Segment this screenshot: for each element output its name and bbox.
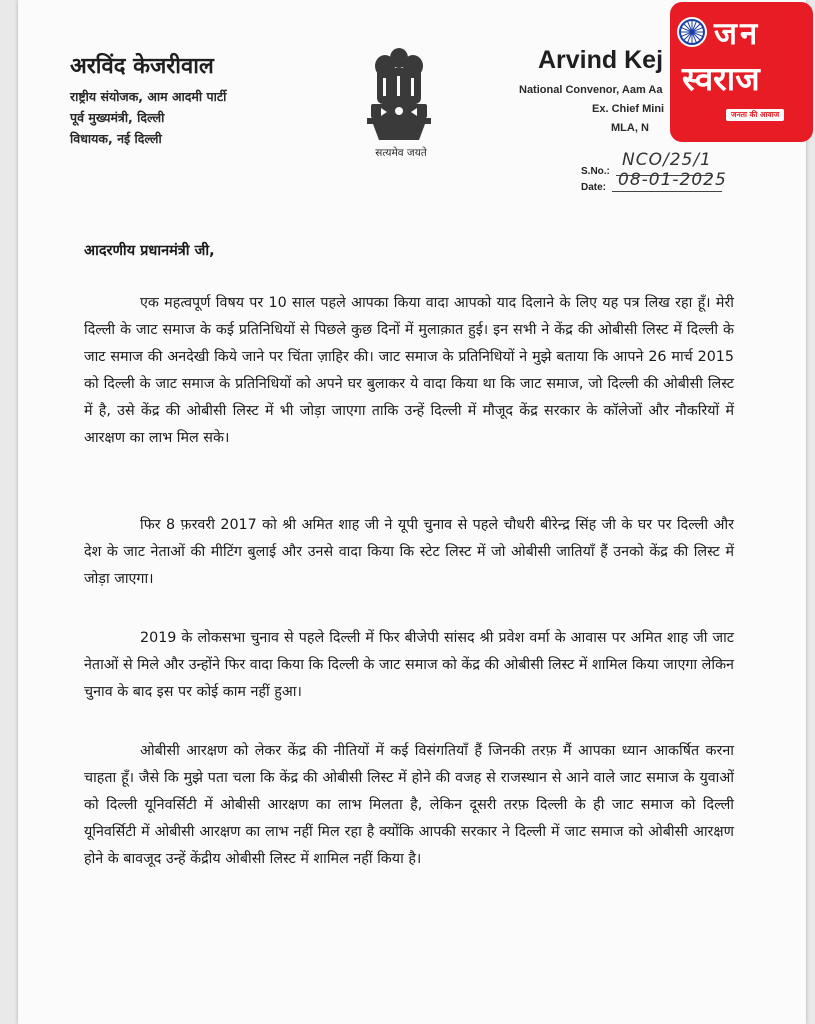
serial-number-label: S.No.: [581,166,610,177]
date-underline [612,191,722,192]
salutation: आदरणीय प्रधानमंत्री जी, [84,243,215,259]
hindi-name: अरविंद केजरीवाल [70,54,214,79]
paragraph-2: फिर 8 फ़रवरी 2017 को श्री अमित शाह जी ने यूपी चुनाव से पहले चौधरी बीरेन्द्र सिंह जी के घर पर दिल्ली और देश के जाट नेताओं की मीटिंग बुलाई और उनसे वादा किया कि स्टेट लिस्ट में जो ओबीसी जातियाँ हैं उनको केंद्र की लिस्ट में जोड़ा जाएगा। [84,517,734,587]
english-designation-3: MLA, N [611,122,649,134]
logo-text-jan: जन [714,16,761,52]
paragraph-3: 2019 के लोकसभा चुनाव से पहले दिल्ली में फिर बीजेपी सांसद श्री प्रवेश वर्मा के आवास पर अमित शाह जी जाट नेताओं से मिले और उन्होंने फिर वादा किया कि दिल्ली के जाट समाज को केंद्र की ओबीसी लिस्ट में शामिल किया जाएगा लेकिन चुनाव के बाद इस पर कोई काम नहीं हुआ। [84,630,734,700]
english-name: Arvind Kej [538,46,664,74]
logo-text-swaraj: स्वराज [682,59,760,98]
date-value: 08-01-2025 [618,170,727,190]
paragraph-4: ओबीसी आरक्षण को लेकर केंद्र की नीतियों में कई विसंगतियाँ हैं जिनकी तरफ़ मैं आपका ध्यान आकर्षित करना चाहता हूँ। जैसे कि मुझे पता चला कि केंद्र की ओबीसी लिस्ट में होने की वजह से राजस्थान से आने वाले जाट समाज के युवाओं को दिल्ली यूनिवर्सिटी में ओबीसी आरक्षण का लाभ मिलता है, लेकिन दूसरी तरफ़ दिल्ली के ही जाट समाज को दिल्ली यूनिवर्सिटी में ओबीसी आरक्षण का लाभ नहीं मिल रहा है क्योंकि आपकी सरकार ने दिल्ली में जाट समाज को ओबीसी आरक्षण होने के बावजूद उन्हें केंद्रीय ओबीसी लिस्ट में शामिल नहीं किया है। [84,743,734,867]
letter-page [18,0,806,1024]
ashoka-emblem-icon [363,44,435,144]
hindi-designation-2: पूर्व मुख्यमंत्री, दिल्ली [70,110,165,125]
serial-number-value: NCO/25/1 [622,150,712,170]
english-designation-2: Ex. Chief Mini [592,103,665,115]
date-label: Date: [581,182,607,193]
paragraph-1: एक महत्वपूर्ण विषय पर 10 साल पहले आपका किया वादा आपको याद दिलाने के लिए यह पत्र लिख रहा हूँ। मेरी दिल्ली के जाट समाज के कई प्रतिनिधियों से पिछले कुछ दिनों में मुलाक़ात हुई। इन सभी ने केंद्र की ओबीसी लिस्ट में दिल्ली के जाट समाज की अनदेखी किये जाने पर चिंता ज़ाहिर की। जाट समाज के प्रतिनिधियों ने मुझे बताया कि आपने 26 मार्च 2015 को दिल्ली के जाट समाज के प्रतिनिधियों को अपने घर बुलाकर ये वादा किया था कि जाट समाज, जो दिल्ली की ओबीसी लिस्ट में है, उसे केंद्र की ओबीसी लिस्ट में भी जोड़ा जाएगा ताकि उन्हें दिल्ली में मौजूद केंद्र सरकार के कॉलेजों और नौकरियों में आरक्षण का लाभ मिल सके। [84,295,734,446]
emblem-motto: सत्यमेव जयते [375,147,427,159]
hindi-designation-3: विधायक, नई दिल्ली [70,131,162,146]
jan-swaraj-logo [670,2,813,142]
hindi-designation-1: राष्ट्रीय संयोजक, आम आदमी पार्टी [70,89,227,104]
english-designation-1: National Convenor, Aam Aa [519,84,663,96]
ashoka-chakra-icon [676,16,708,48]
logo-tagline: जनता की आवाज [726,109,784,121]
